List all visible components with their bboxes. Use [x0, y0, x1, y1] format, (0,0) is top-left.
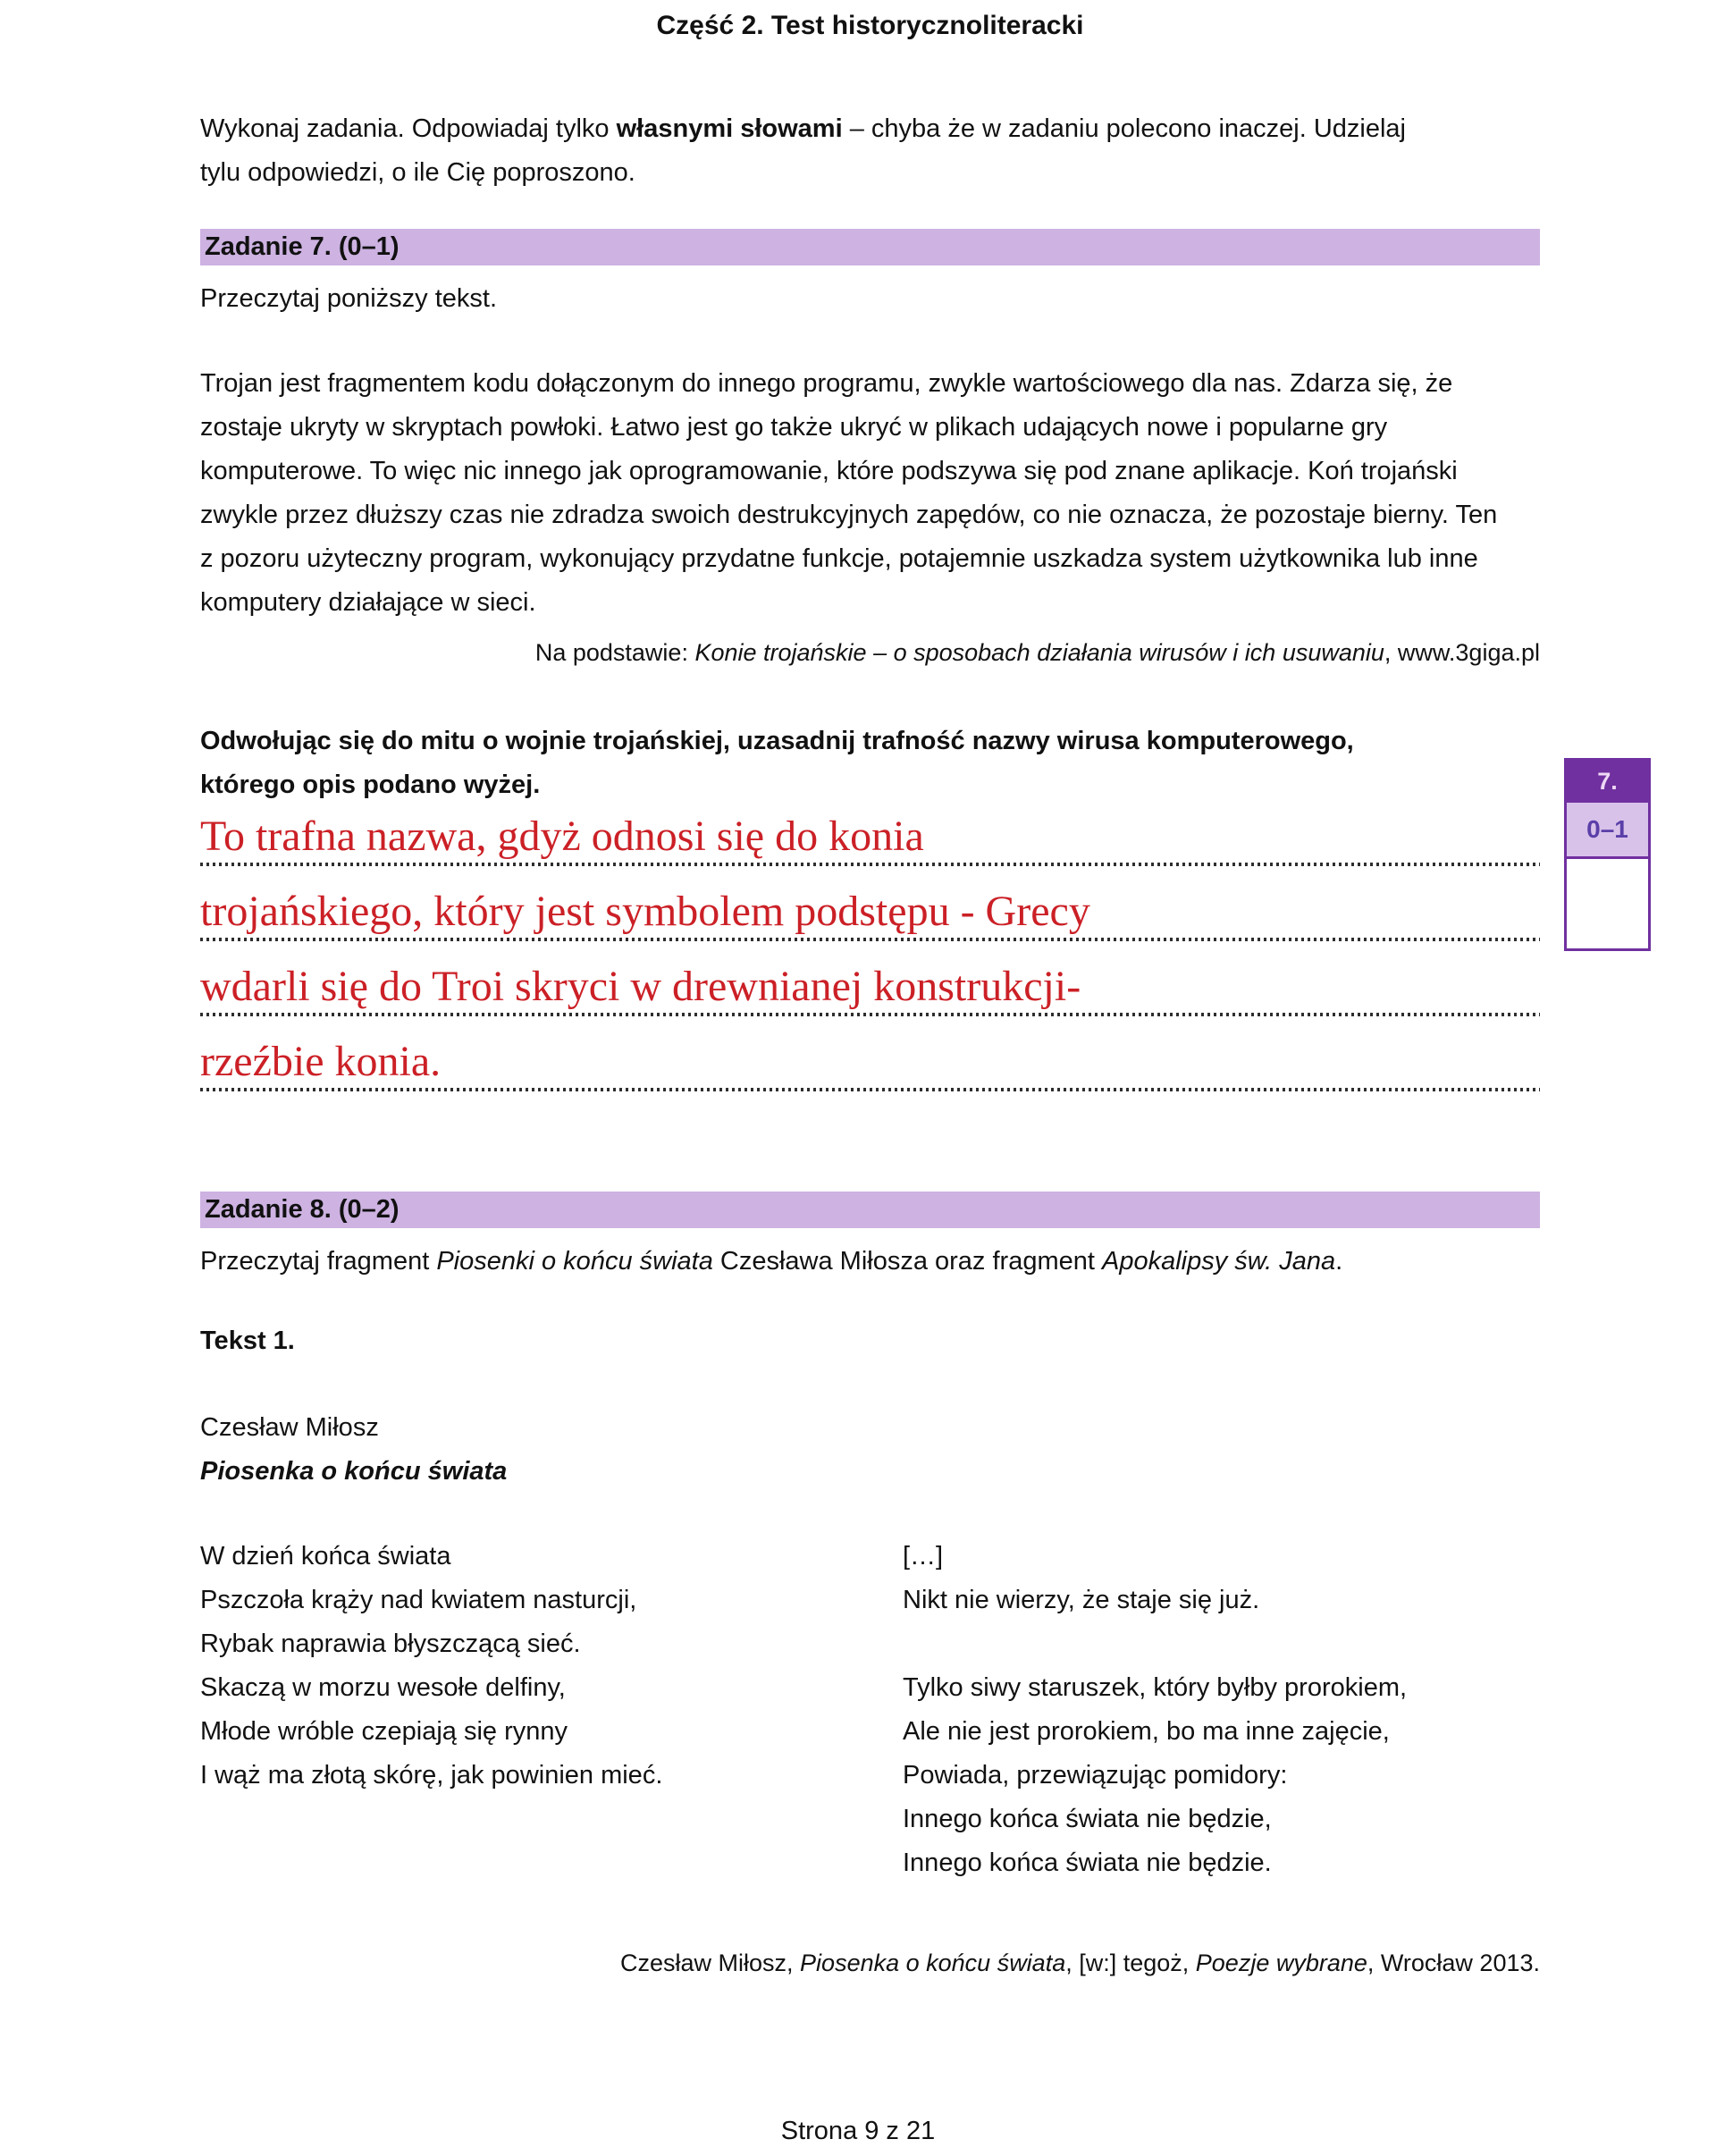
answer-line	[200, 807, 1540, 866]
handwritten-answer-text: trojańskiego, który jest symbolem podstępu - Grecy	[200, 888, 1090, 935]
poem-attrib-part1: Czesław Miłosz,	[620, 1950, 801, 1976]
poem-attrib-title1: Piosenka o końcu świata	[800, 1950, 1066, 1976]
task7-header: Zadanie 7. (0–1)	[200, 229, 1540, 265]
poem-line: Tylko siwy staruszek, który byłby prorokiem,	[903, 1673, 1408, 1702]
task8-intro-title1: Piosenki o końcu świata	[436, 1247, 713, 1276]
task7-intro: Przeczytaj poniższy tekst.	[200, 284, 497, 313]
handwritten-answer-text: wdarli się do Troi skryci w drewnianej konstrukcji-	[200, 963, 1081, 1010]
poem-author: Czesław Miłosz	[200, 1413, 379, 1442]
text1-label: Tekst 1.	[200, 1326, 295, 1355]
attribution-suffix: , www.3giga.pl	[1384, 639, 1540, 666]
page-title: Część 2. Test historycznoliteracki	[656, 11, 1084, 40]
task7-question: Odwołując się do mitu o wojnie trojańskiej, uzasadnij trafność nazwy wirusa komputerowego, którego opis podano wyżej.	[200, 727, 1354, 799]
poem-line: […]	[903, 1542, 944, 1571]
poem-line: Innego końca świata nie będzie,	[903, 1805, 1272, 1833]
poem-right-column	[903, 1535, 1540, 1885]
instructions-part1: Wykonaj zadania. Odpowiadaj tylko	[200, 114, 617, 143]
task7-answer-area	[200, 807, 1540, 1091]
poem-line: I wąż ma złotą skórę, jak powinien mieć.	[200, 1761, 663, 1790]
poem-line	[903, 1622, 1540, 1666]
poem-line: Ale nie jest prorokiem, bo ma inne zajęcie,	[903, 1717, 1390, 1746]
instructions-part2: – chyba że w zadaniu polecono inaczej. Udzielaj tylu odpowiedzi, o ile Cię poproszono.	[200, 114, 1406, 187]
poem-attrib-part2: , [w:] tegoż,	[1065, 1950, 1196, 1976]
poem-attrib-part3: , Wrocław 2013.	[1367, 1950, 1540, 1976]
poem-attrib-title2: Poezje wybrane	[1195, 1950, 1367, 1976]
poem-line: Innego końca świata nie będzie.	[903, 1849, 1272, 1877]
poem-line: Skaczą w morzu wesołe delfiny,	[200, 1673, 566, 1702]
answer-line	[200, 1016, 1540, 1091]
task8-intro-part1: Przeczytaj fragment	[200, 1247, 437, 1276]
task7-score-box	[1564, 758, 1651, 951]
poem-title: Piosenka o końcu świata	[200, 1457, 508, 1486]
poem-attribution	[200, 1948, 1540, 1978]
poem-heading	[200, 1406, 1540, 1494]
task7-source-attribution	[200, 637, 1540, 668]
poem-line: Nikt nie wierzy, że staje się już.	[903, 1586, 1260, 1614]
answer-line	[200, 866, 1540, 941]
poem-body	[200, 1535, 1540, 1885]
handwritten-answer-text: rzeźbie konia.	[200, 1038, 442, 1085]
score-box-empty-cell	[1567, 859, 1648, 948]
task8-intro-title2: Apokalipsy św. Jana	[1101, 1247, 1336, 1276]
poem-line: Młode wróble czepiają się rynny	[200, 1717, 568, 1746]
task7-source-passage: Trojan jest fragmentem kodu dołączonym do innego programu, zwykle wartościowego dla nas. Zdarza się, że zostaje ukryty w skryptach powłoki. Łatwo jest go także ukryć w plikach udających nowe i popularne gry komputerowe. To więc nic innego jak oprogramowanie, które podszywa się pod znane aplikacje. Koń trojański zwykle przez dłuższy czas nie zdradza swoich destrukcyjnych zapędów, co nie oznacza, że pozostaje bierny. Ten z pozoru użyteczny program, wykonujący przydatne funkcje, potajemnie uszkadza system użytkownika lub inne komputery działające w sieci.	[200, 369, 1498, 617]
handwritten-answer-text: To trafna nazwa, gdyż odnosi się do konia	[200, 813, 924, 860]
score-box-points-range: 0–1	[1567, 803, 1648, 859]
instructions-text	[200, 107, 1425, 195]
poem-line: Powiada, przewiązując pomidory:	[903, 1761, 1288, 1790]
poem-left-column	[200, 1535, 903, 1885]
attribution-title: Konie trojańskie – o sposobach działania wirusów i ich usuwaniu	[694, 639, 1384, 666]
poem-line: Rybak naprawia błyszczącą sieć.	[200, 1630, 581, 1658]
instructions-bold: własnymi słowami	[616, 114, 843, 143]
task8-intro	[200, 1240, 1487, 1284]
dotted-answer-line	[200, 1088, 1540, 1091]
attribution-prefix: Na podstawie:	[534, 639, 695, 666]
poem-line: W dzień końca świata	[200, 1542, 451, 1571]
page-footer: Strona 9 z 21	[780, 2117, 936, 2145]
poem-line: Pszczoła krąży nad kwiatem nasturcji,	[200, 1586, 637, 1614]
score-box-task-number: 7.	[1567, 761, 1648, 803]
task8-intro-part3: .	[1335, 1247, 1343, 1276]
task8-header: Zadanie 8. (0–2)	[200, 1192, 1540, 1228]
page-content	[200, 0, 1540, 1978]
task8-intro-part2: Czesława Miłosza oraz fragment	[712, 1247, 1102, 1276]
answer-line	[200, 941, 1540, 1016]
